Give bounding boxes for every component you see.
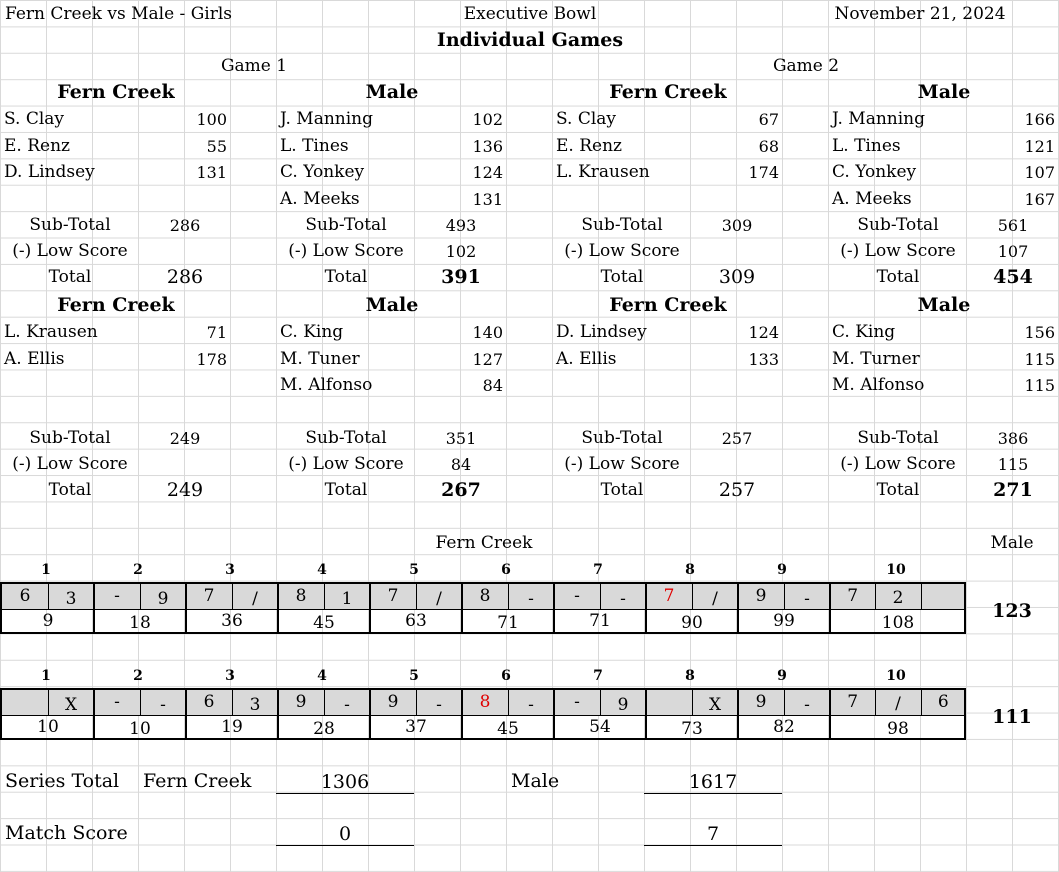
ball-divider (875, 690, 876, 715)
ball-mark: 7 (847, 586, 859, 606)
player-score: 115 (1024, 376, 1055, 396)
ball-mark: 7 (847, 692, 859, 712)
player-name: S. Clay (556, 109, 617, 129)
frame-cumulative: 19 (221, 717, 243, 737)
player-score: 156 (1024, 323, 1055, 342)
ball-mark: - (528, 589, 534, 609)
frame-number: 9 (777, 562, 787, 578)
frame-divider (277, 584, 279, 632)
match-fern-value: 0 (338, 823, 352, 845)
total-value: 309 (718, 266, 756, 288)
frame-divider (553, 584, 555, 632)
player-name: L. Tines (832, 135, 901, 156)
ball-mark: 7 (203, 586, 215, 606)
frame-number: 3 (225, 668, 235, 684)
series-fern-label: Fern Creek (143, 770, 252, 792)
ball-divider (508, 584, 509, 609)
ball-mark: - (114, 586, 120, 606)
ball-divider (232, 584, 233, 609)
player-name: A. Meeks (832, 188, 912, 209)
venue: Executive Bowl (463, 4, 597, 24)
player-name: C. King (832, 322, 896, 342)
player-score: 124 (748, 323, 779, 342)
frame-number: 2 (133, 668, 143, 684)
ball-mark: 9 (295, 692, 307, 712)
player-score: 121 (1024, 136, 1055, 156)
subtotal-value: 257 (721, 429, 753, 448)
series-male-label: Male (511, 770, 560, 792)
frame-cumulative: 37 (405, 717, 427, 737)
player-score: 102 (472, 110, 503, 129)
match-male-underline (644, 845, 782, 846)
frame-cumulative: 73 (681, 719, 703, 739)
ball-divider (921, 584, 922, 609)
subtotal-label: Sub-Total (581, 428, 663, 448)
subtotal-value: 351 (445, 429, 477, 448)
player-name: C. King (280, 322, 344, 342)
game1-title: Game 1 (220, 56, 288, 76)
frame-number: 1 (41, 668, 51, 684)
total-label: Total (48, 480, 92, 500)
ball-mark: 9 (755, 692, 767, 712)
subtotal-label: Sub-Total (305, 428, 387, 448)
player-name: E. Renz (556, 135, 622, 156)
frame-cumulative: 99 (773, 611, 795, 631)
ball-mark: / (895, 694, 901, 714)
low-score-label: (-) Low Score (840, 241, 956, 261)
ball-mark: / (712, 589, 718, 609)
player-name: A. Meeks (280, 188, 360, 209)
match-male-value: 7 (706, 823, 720, 845)
player-score: 131 (472, 189, 503, 209)
frame-number: 3 (225, 562, 235, 578)
player-score: 55 (206, 136, 227, 156)
frame-strip (0, 582, 966, 634)
frame-number: 8 (685, 562, 695, 578)
subtotal-label: Sub-Total (305, 215, 387, 235)
ball-divider (784, 690, 785, 715)
team-header: Fern Creek (57, 81, 175, 103)
ball-mark: 6 (19, 586, 31, 606)
frame-divider (461, 584, 463, 632)
player-score: 107 (1024, 163, 1055, 183)
ball-mark: 8 (479, 692, 491, 712)
subtotal-value: 249 (169, 429, 201, 448)
frame-number: 2 (133, 562, 143, 578)
player-score: 67 (758, 110, 779, 129)
player-name: L. Tines (280, 135, 349, 156)
series-male-underline (644, 793, 782, 794)
low-score-value: 107 (997, 242, 1029, 261)
ball-divider (140, 584, 141, 609)
frame-cumulative: 10 (129, 719, 151, 739)
frame-divider (185, 584, 187, 632)
ball-mark: - (620, 589, 626, 609)
frame-divider (645, 584, 647, 632)
player-score: 140 (472, 323, 503, 342)
ball-mark: 9 (617, 695, 629, 715)
frame-cumulative: 71 (589, 611, 611, 631)
ball-mark: - (160, 695, 166, 715)
player-score: 178 (196, 349, 227, 369)
frame-number: 1 (41, 562, 51, 578)
total-label: Total (600, 267, 644, 287)
ball-mark: / (436, 589, 442, 609)
series-fern-underline (276, 793, 414, 794)
frame-cumulative: 45 (497, 719, 519, 739)
matchup-title: Fern Creek vs Male - Girls (5, 4, 232, 24)
player-name: L. Krausen (556, 162, 650, 183)
frame-cumulative: 90 (681, 613, 703, 633)
frame-number: 10 (886, 562, 906, 578)
player-score: 133 (748, 349, 779, 369)
frame-strip (0, 688, 966, 740)
frame-number: 4 (317, 668, 327, 684)
subtotal-value: 561 (997, 216, 1029, 235)
subtotal-value: 309 (721, 216, 753, 235)
total-value: 286 (166, 266, 204, 288)
ball-divider (416, 690, 417, 715)
player-score: 167 (1024, 189, 1055, 209)
player-score: 131 (196, 163, 227, 183)
ball-divider (48, 584, 49, 609)
frame-divider (829, 690, 831, 738)
ball-mark: - (344, 695, 350, 715)
frame-divider (369, 584, 371, 632)
frame-divider (737, 584, 739, 632)
ball-divider (784, 584, 785, 609)
ball-mark: 9 (157, 589, 169, 609)
frame-cumulative: 71 (497, 613, 519, 633)
male-baker-score-game1: 123 (992, 600, 1032, 622)
team-header: Fern Creek (57, 294, 175, 316)
ball-mark: 3 (249, 695, 261, 715)
ball-mark: - (436, 695, 442, 715)
total-label: Total (876, 267, 920, 287)
frame-number: 6 (501, 668, 511, 684)
ball-mark: - (528, 695, 534, 715)
team-header: Fern Creek (609, 294, 727, 316)
total-label: Total (324, 480, 368, 500)
player-name: L. Krausen (4, 322, 98, 342)
player-name: C. Yonkey (280, 162, 365, 183)
frame-cumulative: 36 (221, 611, 243, 631)
subtotal-label: Sub-Total (857, 215, 939, 235)
ball-divider (692, 584, 693, 609)
frame-number: 4 (317, 562, 327, 578)
subtotal-value: 493 (445, 216, 477, 235)
frame-cumulative: 82 (773, 717, 795, 737)
team-header: Male (365, 81, 419, 103)
player-name: S. Clay (4, 109, 65, 129)
player-score: 127 (472, 349, 503, 369)
player-score: 84 (482, 376, 503, 396)
player-score: 71 (206, 323, 227, 342)
frame-divider (93, 584, 95, 632)
ball-mark: 6 (937, 692, 949, 712)
frame-number: 10 (886, 668, 906, 684)
frame-divider (553, 690, 555, 738)
ball-mark: 7 (663, 586, 675, 606)
ball-mark: / (252, 589, 258, 609)
frame-divider (185, 690, 187, 738)
frame-number: 5 (409, 668, 419, 684)
total-value: 249 (166, 479, 204, 501)
ball-divider (600, 584, 601, 609)
total-value: 267 (441, 479, 481, 501)
series-male-value: 1617 (688, 771, 738, 793)
ball-mark: X (708, 695, 722, 715)
male-baker-score-game2: 111 (992, 706, 1032, 728)
ball-mark: 8 (295, 586, 307, 606)
low-score-label: (-) Low Score (12, 454, 128, 474)
frame-divider (829, 584, 831, 632)
frame-number: 7 (593, 562, 603, 578)
low-score-label: (-) Low Score (564, 241, 680, 261)
total-label: Total (48, 267, 92, 287)
player-name: C. Yonkey (832, 162, 917, 183)
total-label: Total (876, 480, 920, 500)
ball-mark: - (114, 692, 120, 712)
frame-divider (737, 690, 739, 738)
low-score-label: (-) Low Score (288, 241, 404, 261)
ball-mark: - (574, 692, 580, 712)
low-score-label: (-) Low Score (288, 454, 404, 474)
ball-mark: 9 (387, 692, 399, 712)
total-label: Total (324, 267, 368, 287)
frame-cumulative: 9 (42, 611, 54, 631)
frame-cumulative: 18 (129, 613, 151, 633)
frame-divider (461, 690, 463, 738)
subtotal-label: Sub-Total (857, 428, 939, 448)
ball-mark: 7 (387, 586, 399, 606)
total-value: 257 (718, 479, 756, 501)
subtotal-value: 286 (169, 216, 201, 235)
player-score: 68 (758, 136, 779, 156)
low-score-label: (-) Low Score (564, 454, 680, 474)
ball-divider (48, 690, 49, 715)
ball-divider (692, 690, 693, 715)
player-name: J. Manning (832, 109, 926, 129)
ball-divider (508, 690, 509, 715)
total-value: 454 (993, 266, 1033, 288)
total-value: 391 (441, 266, 481, 288)
subtotal-value: 386 (997, 429, 1029, 448)
player-score: 174 (748, 163, 779, 183)
team-header: Fern Creek (609, 81, 727, 103)
player-name: M. Alfonso (832, 375, 925, 396)
subtotal-label: Sub-Total (29, 215, 111, 235)
frame-cumulative: 10 (37, 717, 59, 737)
frame-cumulative: 63 (405, 611, 427, 631)
section-title: Individual Games (436, 29, 624, 51)
ball-divider (232, 690, 233, 715)
ball-mark: - (574, 586, 580, 606)
team-header: Male (365, 294, 419, 316)
ball-mark: 2 (892, 588, 904, 608)
match-date: November 21, 2024 (834, 4, 1006, 24)
low-score-value: 115 (997, 455, 1029, 474)
low-score-label: (-) Low Score (12, 241, 128, 261)
match-score-label: Match Score (5, 822, 128, 844)
subtotal-label: Sub-Total (29, 428, 111, 448)
ball-divider (140, 690, 141, 715)
ball-mark: 9 (755, 586, 767, 606)
frame-cumulative: 108 (881, 613, 915, 633)
ball-mark: 6 (203, 692, 215, 712)
total-label: Total (600, 480, 644, 500)
frame-cumulative: 28 (313, 719, 335, 739)
frame-divider (645, 690, 647, 738)
player-name: A. Ellis (4, 348, 65, 369)
series-fern-value: 1306 (320, 771, 370, 793)
team-header: Male (917, 294, 971, 316)
ball-mark: 1 (341, 589, 353, 609)
series-total-label: Series Total (5, 770, 120, 792)
ball-mark: - (804, 695, 810, 715)
frame-cumulative: 54 (589, 717, 611, 737)
match-fern-underline (276, 845, 414, 846)
ball-divider (324, 584, 325, 609)
low-score-value: 102 (445, 242, 477, 261)
ball-divider (875, 584, 876, 609)
player-score: 166 (1024, 110, 1055, 129)
total-value: 271 (993, 479, 1033, 501)
player-name: M. Tuner (280, 348, 360, 369)
frame-number: 8 (685, 668, 695, 684)
ball-mark: 8 (479, 586, 491, 606)
frame-divider (369, 690, 371, 738)
frame-number: 5 (409, 562, 419, 578)
ball-divider (921, 690, 922, 715)
player-name: E. Renz (4, 135, 70, 156)
frame-divider (277, 690, 279, 738)
ball-divider (600, 690, 601, 715)
low-score-value: 84 (450, 455, 472, 474)
game2-title: Game 2 (772, 56, 840, 76)
subtotal-label: Sub-Total (581, 215, 663, 235)
player-name: D. Lindsey (4, 162, 95, 183)
player-name: M. Turner (832, 348, 920, 369)
low-score-label: (-) Low Score (840, 454, 956, 474)
ball-mark: - (804, 589, 810, 609)
frame-cumulative: 45 (313, 613, 335, 633)
ball-divider (324, 690, 325, 715)
player-name: M. Alfonso (280, 375, 373, 396)
ball-mark: 3 (65, 589, 77, 609)
ball-divider (416, 584, 417, 609)
player-score: 136 (472, 136, 503, 156)
frame-divider (93, 690, 95, 738)
player-name: D. Lindsey (556, 322, 647, 342)
player-score: 124 (472, 163, 503, 183)
player-score: 115 (1024, 349, 1055, 369)
player-name: A. Ellis (556, 348, 617, 369)
ball-mark: X (64, 695, 78, 715)
frame-number: 6 (501, 562, 511, 578)
team-header: Male (917, 81, 971, 103)
frame-cumulative: 98 (887, 719, 909, 739)
player-score: 100 (196, 110, 227, 129)
frame-number: 9 (777, 668, 787, 684)
baker-fern-label: Fern Creek (435, 533, 533, 553)
player-name: J. Manning (280, 109, 374, 129)
baker-male-label: Male (990, 533, 1034, 553)
frame-number: 7 (593, 668, 603, 684)
